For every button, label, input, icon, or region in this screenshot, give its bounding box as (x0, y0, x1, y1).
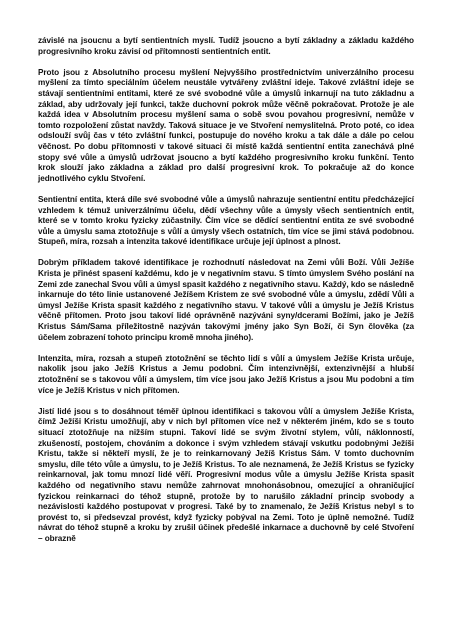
paragraph-intensity: Intenzita, míra, rozsah a stupeň ztotožnění se těchto lidí s vůlí a úmyslem Ježíše Krista určuje, nakolik jsou jako Ježíš Kristus a Jemu podobni. Čím intenzivnější, extenzivnější a hlubší ztotožnění se s takovou vůlí a úmyslem, tím více jsou jako Ježíš Kristus a jsou Mu podobni a tím více je Ježíš Kristus v nich přítomen. (38, 353, 414, 395)
paragraph-continuation: závislé na jsoucnu a bytí sentientních myslí. Tudíž jsoucno a bytí základny a základu každého progresivního kroku závisí od přítomnosti sentientních entit. (38, 36, 414, 56)
paragraph-near-complete-identification: Jistí lidé jsou s to dosáhnout téměř úplnou identifikaci s takovou vůlí a úmyslem Ježíše Krista, čímž Ježíši Kristu umožňují, aby v nich byl přítomen více než v některém jiném, kdo se s touto situací ztotožňuje na nižším stupni. Takoví lidé se svým životní stylem, vůlí, náklonností, zkušeností, postojem, chováním a dokonce i svým vzhledem stávají vskutku podobnými Ježíši Kristu, takže si někteří myslí, že je to reinkarnovaný Ježíš Kristus Sám. V tomto duchovním smyslu, díle této vůle a úmyslu, to je Ježíš Kristus. To ale neznamená, že Ježíš Kristus se fyzicky reinkarnoval, jak tomu mnozí lidé věří. Progresivní modus vůle a úmyslu Ježíše Krista spasit každého od negativního stavu nemůže zahrnovat mnohonásobnou, omezující a ohraničující fyzickou reinkarnaci do téhož stupně, protože by to narušilo základní princip svobody a nezávislosti každého postupovat v progresi. Také by to znamenalo, že Ježíš Kristus nebyl s to provést to, si předsevzal provést, když fyzicky pobýval na Zemi. Toto je úplně nemožné. Tudíž návrat do téhož stupně a kroku by zrušil účinek předešlé inkarnace a duchovně by celé Stvoření – obrazně (38, 406, 414, 543)
paragraph-absolute-process: Proto jsou z Absolutního procesu myšlení Nejvyššího prostřednictvím univerzálního procesu myšlení za tímto speciálním účelem neustále vytvářeny zvláštní ideje. Takové zvláštní ideje se stávají sentientními entitami, které ze své svobodné vůle a úmyslů inkarnují na tuto základnu a základ, aby udržovaly její funkci, takže duchovní pokrok může věčně pokračovat. Protože je ale každá idea v Absolutním procesu myšlení sama o sobě svou povahou progresivní, nemůže v tomto rozpoložení zůstat navždy. Taková situace je ve Stvoření nemyslitelná. Proto poté, co idea odslouží svůj čas v této zvláštní funkci, postupuje do nového kroku a tak dále a dále po celou věčnost. Po dobu přítomnosti v takové situaci či místě každá sentientní entita zanechává plné stopy své vůle a úmyslů udržovat jsoucno a bytí každého progresivního kroku funkční. Tento krok slouží jako základna a základ pro další progresivní krok. To pokračuje až do konce jednotlivého cyklu Stvoření. (38, 67, 414, 183)
page-text-body (38, 36, 414, 545)
paragraph-identification-example: Dobrým příkladem takové identifikace je rozhodnutí následovat na Zemi vůli Boží. Vůli Ježíše Krista je přinést spasení každému, kdo je v negativním stavu. S tímto úmyslem Svého poslání na Zemi zde zanechal Svou vůli a úmysl spasit každého z negativního stavu. Každý, kdo se následně inkarnuje do této linie ustanovené Ježíšem Kristem ze své svobodné vůle a úmyslu, zdědí Vůli a úmysl Ježíše Krista spasit každého z negativního stavu. V takové vůli a úmyslu je Ježíš Kristus věčně přítomen. Proto jsou takoví lidé oprávněně nazýváni syny/dcerami Božími, jako je Ježíš Kristus Sám/Sama příležitostně nazýván takovými jmény jako Syn Boží, či Syn člověka (za účelem zobrazení tohoto principu kromě mnoha jiného). (38, 258, 414, 342)
paragraph-sentient-entity: Sentientní entita, která díle své svobodné vůle a úmyslů nahrazuje sentientní entitu předcházející vzhledem k témuž univerzálnímu účelu, dědí všechny vůle a úmysly všech sentientních entit, které se v tomto kroku fyzicky zúčastnily. Čím více se dědící sentientní entita ze své svobodné vůle a úmyslu sama ztotožňuje s vůlí a úmysly všech ostatních, tím více se jimi stává podobnou. Stupeň, míra, rozsah a intenzita takové identifikace určuje její úplnost a plnost. (38, 194, 414, 247)
